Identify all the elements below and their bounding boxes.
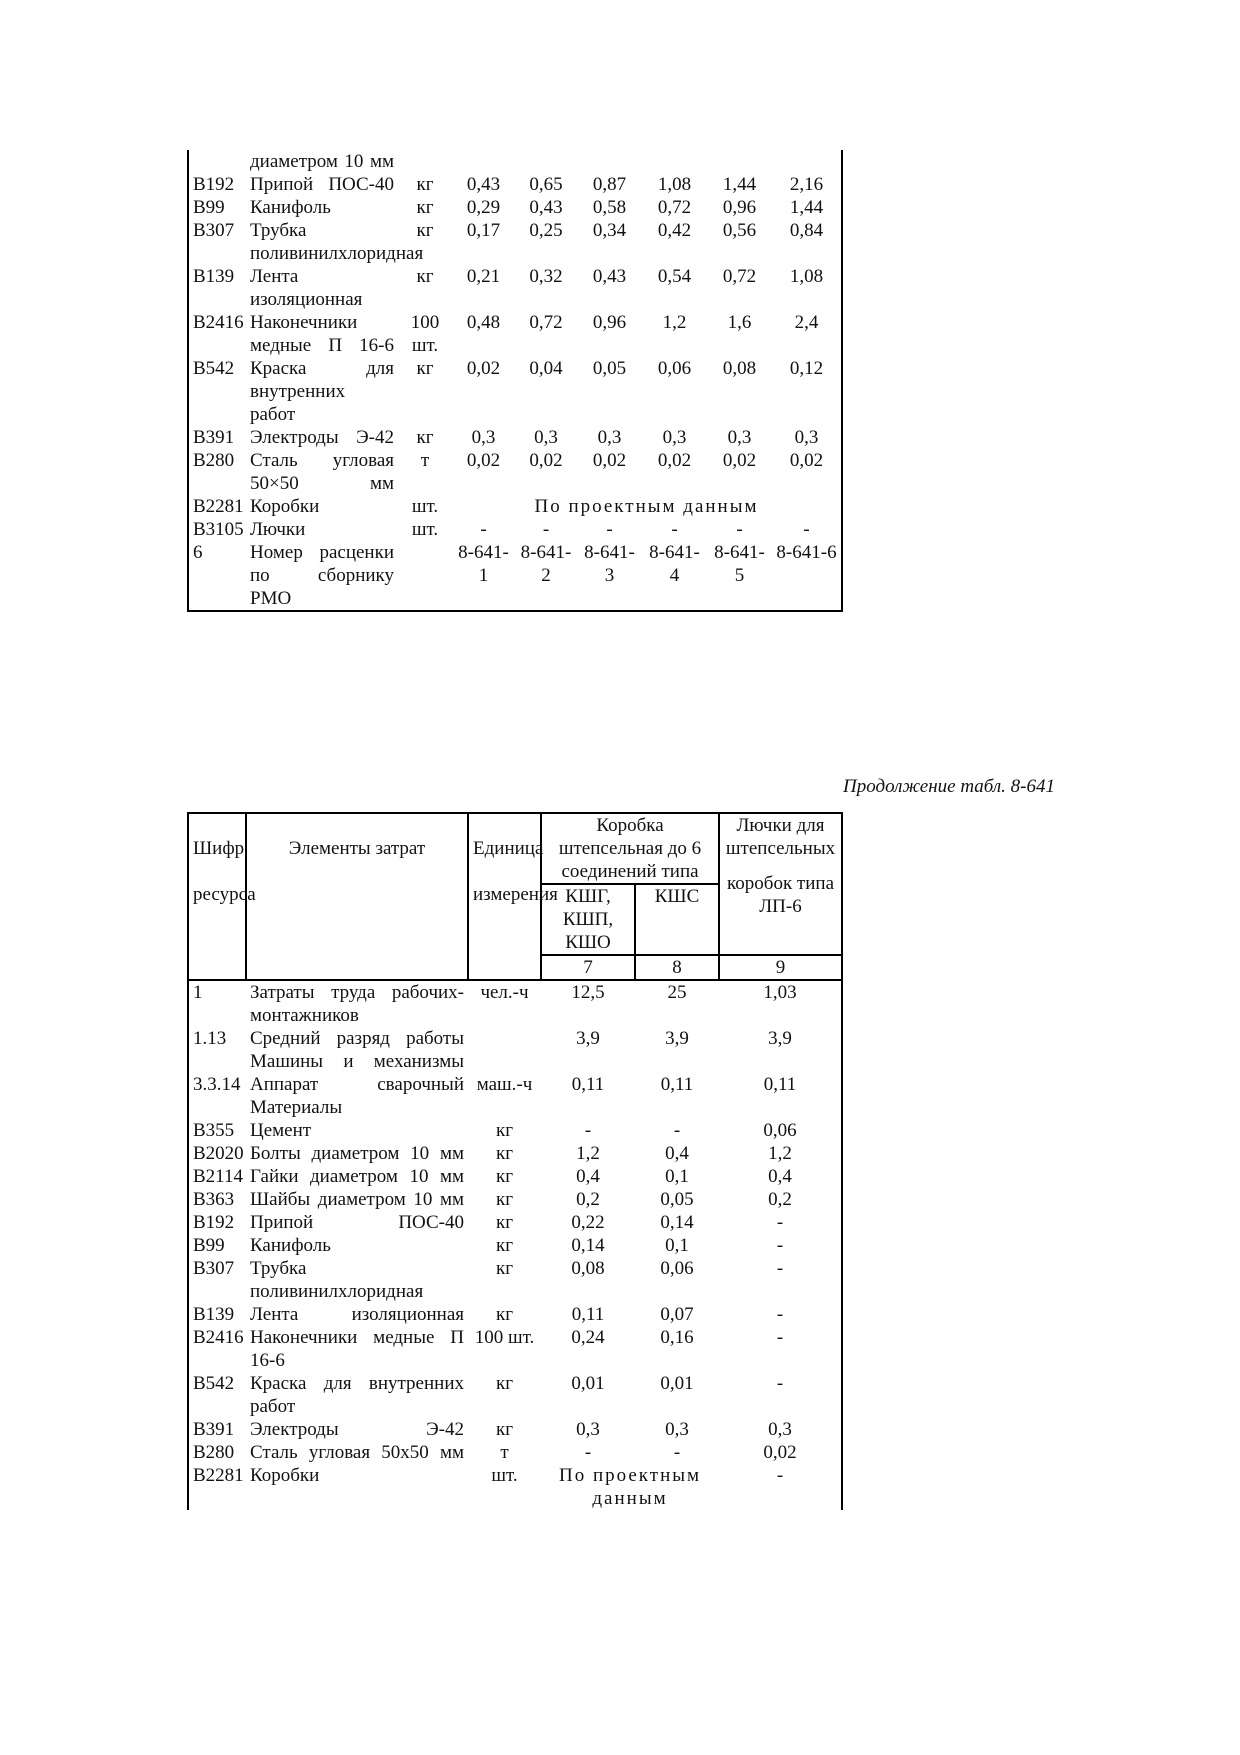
value-cell: 0,96 — [592, 312, 627, 333]
unit: кг — [495, 1258, 514, 1279]
header-sub1: КШГ, КШП, КШО — [541, 884, 635, 955]
resource-name: Канифоль — [250, 197, 331, 218]
header-group-hatch: Лючки для штепсельных — [725, 815, 836, 859]
table-row — [188, 449, 842, 495]
unit: кг — [416, 427, 434, 448]
table-row — [188, 541, 842, 611]
value-cell — [707, 150, 772, 173]
value-cell: 25 — [635, 980, 719, 1027]
value-cell: 0,2 — [719, 1188, 842, 1211]
value-cell: 0,06 — [719, 1119, 842, 1142]
value-cell: 0,58 — [592, 197, 627, 218]
unit: шт. — [411, 519, 439, 540]
resource-name: Припой ПОС-40 — [250, 1212, 464, 1233]
value-cell: 0,3 — [597, 427, 622, 448]
table-row — [188, 1418, 842, 1441]
value-cell: 0,29 — [466, 197, 501, 218]
value-cell: - — [673, 1120, 681, 1141]
unit: 100 шт. — [474, 1327, 535, 1348]
resource-code: В2114 — [188, 1165, 246, 1188]
table-row — [188, 1326, 842, 1372]
unit: кг — [495, 1419, 514, 1440]
value-cell: 0,02 — [722, 450, 757, 471]
table-row — [188, 1096, 842, 1119]
value-cell: 1,08 — [772, 265, 842, 311]
table-row — [188, 1211, 842, 1234]
resource-code: В192 — [188, 173, 246, 196]
unit — [398, 541, 452, 611]
resource-code: В355 — [188, 1119, 246, 1142]
value-cell: 0,08 — [722, 358, 757, 379]
merged-value: По проектным данным — [558, 1465, 702, 1509]
value-cell: 0,65 — [529, 174, 563, 195]
value-cell: - — [584, 1120, 592, 1141]
unit — [468, 1096, 541, 1119]
value-cell: 8-641-3 — [577, 541, 642, 611]
resource-name: Средний разряд работы — [250, 1028, 464, 1049]
resource-code: В2020 — [188, 1142, 246, 1165]
table-row — [188, 495, 842, 518]
value-cell: 0,02 — [592, 450, 627, 471]
unit: кг — [495, 1212, 514, 1233]
unit: кг — [495, 1120, 514, 1141]
header-row-top — [188, 813, 842, 884]
value-cell — [577, 150, 642, 173]
value-cell: 0,11 — [571, 1304, 605, 1325]
table-row — [188, 173, 842, 196]
table-row — [188, 311, 842, 357]
resource-name: Краска для внутренних работ — [250, 1373, 464, 1417]
value-cell: 8-641-6 — [772, 541, 842, 611]
value-cell — [772, 150, 842, 173]
table-row — [188, 1027, 842, 1050]
unit: кг — [495, 1235, 514, 1256]
value-cell: 0,02 — [657, 450, 692, 471]
resource-name: Сталь угловая 50×50 мм — [250, 450, 394, 494]
value-cell: 8-641-4 — [642, 541, 707, 611]
value-cell: 0,3 — [471, 427, 496, 448]
value-cell: 0,08 — [571, 1258, 605, 1279]
value-cell: 1,2 — [719, 1142, 842, 1165]
value-cell: 3,9 — [665, 1028, 689, 1049]
unit: 100 шт. — [410, 312, 440, 356]
value-cell: - — [480, 519, 487, 540]
value-cell: 0,02 — [466, 358, 501, 379]
resource-name: Трубка поливинилхлоридная — [250, 1258, 424, 1302]
value-cell: 1,44 — [772, 196, 842, 219]
resource-code: 1.13 — [188, 1027, 246, 1050]
header-num-7: 7 — [541, 955, 635, 980]
value-cell: 0,11 — [719, 1073, 842, 1096]
value-cell: 1,2 — [576, 1143, 600, 1164]
table-row — [188, 1165, 842, 1188]
table-row — [188, 1142, 842, 1165]
value-cell: 0,4 — [719, 1165, 842, 1188]
value-cell: 0,14 — [660, 1212, 694, 1233]
value-cell: - — [719, 1326, 842, 1372]
value-cell: 0,32 — [529, 266, 563, 287]
value-cell: - — [671, 519, 678, 540]
resource-name: Аппарат сварочный — [250, 1074, 464, 1095]
value-cell: 0,02 — [719, 1441, 842, 1464]
resource-name: Лента изоляционная — [250, 266, 363, 310]
value-cell — [515, 150, 577, 173]
unit: шт. — [411, 496, 439, 517]
table-row — [188, 150, 842, 173]
unit: кг — [495, 1373, 514, 1394]
table-row — [188, 1303, 842, 1326]
value-cell: 0,04 — [529, 358, 563, 379]
value-cell: 0,3 — [665, 1419, 689, 1440]
value-cell: 1,03 — [719, 980, 842, 1027]
value-cell: 0,21 — [466, 266, 501, 287]
resource-name: Материалы — [250, 1097, 343, 1118]
table-row — [188, 1464, 842, 1510]
table-caption: Продолжение табл. 8-641 — [842, 776, 1055, 797]
resource-code: В280 — [188, 449, 246, 495]
resource-name: Болты диаметром 10 мм — [250, 1143, 464, 1164]
value-cell: - — [719, 1234, 842, 1257]
unit: кг — [416, 266, 434, 287]
value-cell: 0,2 — [576, 1189, 600, 1210]
value-cell: - — [772, 518, 842, 541]
value-cell: 8-641-2 — [515, 541, 577, 611]
value-cell — [719, 1050, 842, 1073]
resource-code: В2416 — [188, 311, 246, 357]
resource-code: В307 — [188, 1257, 246, 1303]
resource-code: В192 — [188, 1211, 246, 1234]
unit: т — [500, 1442, 509, 1463]
value-cell: 0,02 — [529, 450, 563, 471]
value-cell: 0,56 — [722, 220, 757, 241]
value-cell: - — [719, 1257, 842, 1303]
value-cell: 0,54 — [657, 266, 692, 287]
table-row — [188, 265, 842, 311]
value-cell: 0,87 — [592, 174, 627, 195]
value-cell: 0,4 — [576, 1166, 600, 1187]
unit: маш.-ч — [476, 1074, 533, 1095]
value-cell: 0,1 — [665, 1235, 689, 1256]
resource-name: Лента изоляционная — [250, 1304, 464, 1325]
resource-code: В542 — [188, 357, 246, 426]
resource-code — [188, 150, 246, 173]
resource-code: В2281 — [188, 1464, 246, 1510]
table-row — [188, 357, 842, 426]
value-cell: - — [719, 1464, 842, 1510]
resource-code: 6 — [188, 541, 246, 611]
value-cell: 0,43 — [529, 197, 563, 218]
value-cell: 0,02 — [466, 450, 501, 471]
resource-name: Затраты труда рабочих-монтажников — [246, 980, 468, 1027]
resource-name: Шайбы диаметром 10 мм — [250, 1189, 464, 1210]
value-cell: 0,01 — [660, 1373, 694, 1394]
table-row — [188, 1119, 842, 1142]
value-cell — [635, 1096, 719, 1119]
unit: кг — [495, 1189, 514, 1210]
value-cell: 0,3 — [576, 1419, 600, 1440]
value-cell: - — [673, 1442, 681, 1463]
resource-table-part1 — [187, 150, 843, 612]
value-cell: 0,11 — [660, 1074, 694, 1095]
resource-name: Электроды Э-42 — [250, 1419, 464, 1440]
table-row — [188, 980, 842, 1027]
value-cell: - — [584, 1442, 592, 1463]
value-cell: 0,4 — [665, 1143, 689, 1164]
value-cell: 0,07 — [660, 1304, 694, 1325]
resource-code: В363 — [188, 1188, 246, 1211]
value-cell: - — [606, 519, 613, 540]
value-cell: 8-641-5 — [707, 541, 772, 611]
value-cell: 0,96 — [722, 197, 757, 218]
value-cell: 0,1 — [665, 1166, 689, 1187]
resource-code: В139 — [188, 265, 246, 311]
merged-value: По проектным данным — [452, 495, 842, 518]
value-cell: 2,4 — [772, 311, 842, 357]
value-cell: 0,02 — [772, 449, 842, 495]
header-num-8: 8 — [635, 955, 719, 980]
resource-code: В3105 — [188, 518, 246, 541]
value-cell: 0,24 — [571, 1327, 605, 1348]
unit: кг — [416, 197, 434, 218]
value-cell: 0,22 — [571, 1212, 605, 1233]
table-row — [188, 426, 842, 449]
value-cell: 0,72 — [722, 266, 757, 287]
value-cell: 1,6 — [727, 312, 752, 333]
value-cell: 2,16 — [772, 173, 842, 196]
resource-name: Припой ПОС-40 — [250, 174, 394, 195]
resource-code: В2281 — [188, 495, 246, 518]
header-sub3: коробок типа ЛП-6 — [727, 873, 835, 917]
value-cell: 3,9 — [576, 1028, 600, 1049]
unit — [468, 1027, 541, 1050]
value-cell: 0,3 — [662, 427, 687, 448]
unit: кг — [416, 358, 434, 379]
resource-code: В139 — [188, 1303, 246, 1326]
value-cell — [719, 1096, 842, 1119]
header-code-b: ресурса — [193, 884, 256, 905]
value-cell: - — [719, 1372, 842, 1418]
value-cell: - — [719, 1211, 842, 1234]
resource-name: Цемент — [250, 1120, 312, 1141]
table-row — [188, 196, 842, 219]
unit — [468, 1050, 541, 1073]
table-row — [188, 518, 842, 541]
value-cell: 3,9 — [719, 1027, 842, 1050]
value-cell: - — [719, 1303, 842, 1326]
header-num-9: 9 — [719, 955, 842, 980]
resource-code: 3.3.14 — [188, 1073, 246, 1096]
resource-code: В391 — [188, 1418, 246, 1441]
resource-name: Коробки — [250, 496, 320, 517]
resource-name: Гайки диаметром 10 мм — [250, 1166, 464, 1187]
value-cell — [635, 1050, 719, 1073]
value-cell: 0,25 — [529, 220, 563, 241]
value-cell: 0,14 — [571, 1235, 605, 1256]
resource-code: В99 — [188, 1234, 246, 1257]
resource-name: Лючки — [250, 519, 306, 540]
resource-code — [188, 1050, 246, 1073]
resource-name: Наконечники медные П 16-6 — [250, 312, 394, 356]
value-cell: 1,08 — [657, 174, 692, 195]
resource-code: В307 — [188, 219, 246, 265]
value-cell: 0,3 — [534, 427, 558, 448]
header-sub2: КШС — [635, 884, 719, 955]
header-elements: Элементы затрат — [288, 838, 426, 859]
value-cell: 0,3 — [772, 426, 842, 449]
resource-name: Сталь угловая 50х50 мм — [250, 1442, 464, 1463]
resource-name: Краска для внутренних работ — [250, 358, 394, 425]
resource-name: Коробки — [250, 1465, 320, 1486]
value-cell: 0,16 — [660, 1327, 694, 1348]
value-cell: 0,84 — [772, 219, 842, 265]
resource-name: Канифоль — [250, 1235, 331, 1256]
value-cell: 8-641-1 — [452, 541, 515, 611]
resource-code — [188, 1096, 246, 1119]
value-cell: 0,3 — [719, 1418, 842, 1441]
value-cell: 1,44 — [722, 174, 757, 195]
resource-name: Электроды Э-42 — [250, 427, 394, 448]
value-cell: 0,43 — [592, 266, 627, 287]
value-cell: 0,42 — [657, 220, 692, 241]
unit: чел.-ч — [468, 980, 541, 1027]
value-cell — [541, 1096, 635, 1119]
resource-code: В99 — [188, 196, 246, 219]
value-cell: 0,72 — [657, 197, 692, 218]
resource-code: В542 — [188, 1372, 246, 1418]
table-row — [188, 1188, 842, 1211]
value-cell: 1,2 — [662, 312, 687, 333]
resource-name: Наконечники медные П 16-6 — [250, 1327, 464, 1371]
resource-code: В280 — [188, 1441, 246, 1464]
value-cell — [642, 150, 707, 173]
resource-code: 1 — [188, 980, 246, 1027]
resource-name: Номер расценки по сборнику РМО — [246, 541, 398, 611]
resource-code: В391 — [188, 426, 246, 449]
table2-body — [188, 980, 842, 1510]
unit — [398, 150, 452, 173]
unit: кг — [495, 1143, 514, 1164]
table-row — [188, 1050, 842, 1073]
table-row — [188, 1073, 842, 1096]
value-cell: 0,06 — [657, 358, 692, 379]
value-cell: 0,05 — [592, 358, 627, 379]
value-cell: 0,48 — [466, 312, 501, 333]
table-row — [188, 1441, 842, 1464]
unit: кг — [495, 1304, 514, 1325]
value-cell: - — [736, 519, 743, 540]
value-cell — [452, 150, 515, 173]
value-cell: 0,06 — [660, 1258, 694, 1279]
table-row — [188, 1234, 842, 1257]
value-cell: - — [542, 519, 550, 540]
unit: кг — [416, 174, 434, 195]
value-cell: 0,34 — [592, 220, 627, 241]
resource-code: В2416 — [188, 1326, 246, 1372]
resource-table-part2 — [187, 812, 843, 1510]
resource-name: диаметром 10 мм — [250, 151, 394, 172]
value-cell: 0,3 — [727, 427, 752, 448]
table-row — [188, 1372, 842, 1418]
unit: шт. — [491, 1465, 518, 1486]
resource-name: Машины и механизмы — [250, 1051, 464, 1072]
value-cell: 12,5 — [541, 980, 635, 1027]
value-cell: 0,05 — [660, 1189, 694, 1210]
value-cell: 0,72 — [529, 312, 563, 333]
table-row — [188, 1257, 842, 1303]
value-cell — [541, 1050, 635, 1073]
value-cell: 0,12 — [772, 357, 842, 426]
table1-body — [188, 150, 842, 611]
header-unit-b: измерения — [473, 884, 558, 905]
value-cell: 0,43 — [466, 174, 501, 195]
header-group-box: Коробка штепсельная до 6 соединений типа — [541, 813, 719, 884]
value-cell: 0,11 — [571, 1074, 605, 1095]
table-row — [188, 219, 842, 265]
value-cell: 0,01 — [571, 1373, 605, 1394]
header-code-a: Шифр — [193, 838, 245, 859]
header-unit-a: Единица — [473, 838, 544, 859]
unit: кг — [495, 1166, 514, 1187]
value-cell: 0,17 — [466, 220, 501, 241]
resource-name: Трубка поливинилхлоридная — [250, 220, 424, 264]
unit: кг — [416, 220, 434, 241]
unit: т — [420, 450, 430, 471]
